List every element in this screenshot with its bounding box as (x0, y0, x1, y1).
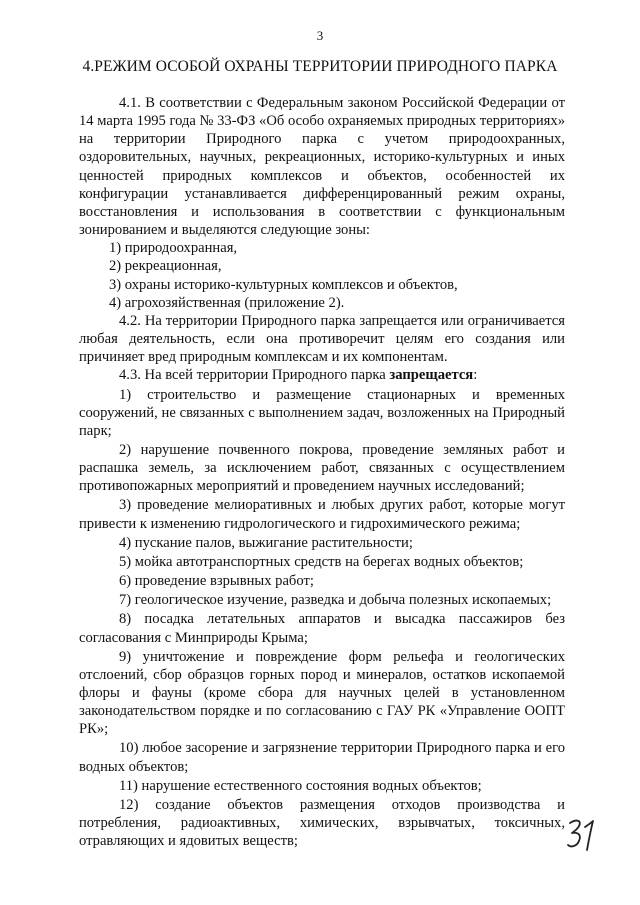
zone-item: 4) агрохозяйственная (приложение 2). (109, 294, 345, 311)
document-body (79, 94, 565, 850)
prohibition-item: 1) строительство и размещение стационарных и временных сооружений, не связанных с выполнением задач, возложенных на Природный парк; (79, 386, 565, 439)
page-number: 3 (316, 28, 324, 43)
zone-item: 1) природоохранная, (109, 240, 238, 257)
paragraph-4-1: 4.1. В соответствии с Федеральным законом Российской Федерации от 14 марта 1995 года № 33-ФЗ «Об особо охраняемых природных территориях» на территории Природного парка с учетом природоохранных, оздоровительных, научных, рекреационных, историко-культурных и иных ценностей природных комплексов и объектов, особенностей их конфигурации устанавливается дифференцированный режим охраны, восстановления и использования в соответствии с функциональным зонированием и выделяются следующие зоны: (79, 95, 565, 239)
prohibition-item: 7) геологическое изучение, разведка и добыча полезных ископаемых; (119, 592, 552, 609)
prohibition-item: 11) нарушение естественного состояния водных объектов; (119, 777, 482, 794)
prohibition-item: 5) мойка автотранспортных средств на берегах водных объектов; (119, 553, 524, 570)
handwritten-page-number (566, 813, 610, 857)
prohibition-item: 3) проведение мелиоративных и любых других работ, которые могут привести к изменению гидрологического и гидрохимического режима; (79, 497, 565, 532)
paragraph-4-3-colon: : (473, 367, 478, 384)
section-title: 4.РЕЖИМ ОСОБОЙ ОХРАНЫ ТЕРРИТОРИИ ПРИРОДНОГО ПАРКА (82, 58, 558, 75)
paragraph-4-3-lead: 4.3. На всей территории Природного парка (119, 367, 390, 384)
prohibition-item: 9) уничтожение и повреждение форм рельефа и геологических отслоений, сбор образцов горных пород и минералов, остатков ископаемой флоры и фауны (кроме сбора для научных целей в установленном законодательством порядке и по согласованию с ГАУ РК «Управление ООПТ РК»; (79, 648, 565, 738)
prohibition-item: 10) любое засорение и загрязнение территории Природного парка и его водных объектов; (79, 740, 565, 775)
prohibition-item: 12) создание объектов размещения отходов производства и потребления, радиоактивных, химических, взрывчатых, токсичных, отравляющих и ядовитых веществ; (79, 796, 565, 850)
zone-item: 3) охраны историко-культурных комплексов и объектов, (109, 276, 458, 293)
paragraph-4-2: 4.2. На территории Природного парка запрещается или ограничивается любая деятельность, если она противоречит целям его создания или причиняет вред природным комплексам и их компонентам. (79, 312, 565, 366)
prohibition-item: 4) пускание палов, выжигание растительности; (119, 534, 413, 551)
paragraph-4-3 (79, 366, 565, 384)
paragraph-4-3-emphasis: запрещается (389, 367, 474, 384)
prohibition-item: 2) нарушение почвенного покрова, проведение земляных работ и распашка земель, за исключением работ, связанных с осуществлением противопожарных мероприятий и проведением научных исследований; (79, 441, 565, 495)
prohibition-item: 6) проведение взрывных работ; (119, 573, 314, 590)
prohibition-item: 8) посадка летательных аппаратов и высадка пассажиров без согласования с Минприроды Крыма; (79, 611, 565, 646)
zone-item: 2) рекреационная, (109, 258, 222, 275)
